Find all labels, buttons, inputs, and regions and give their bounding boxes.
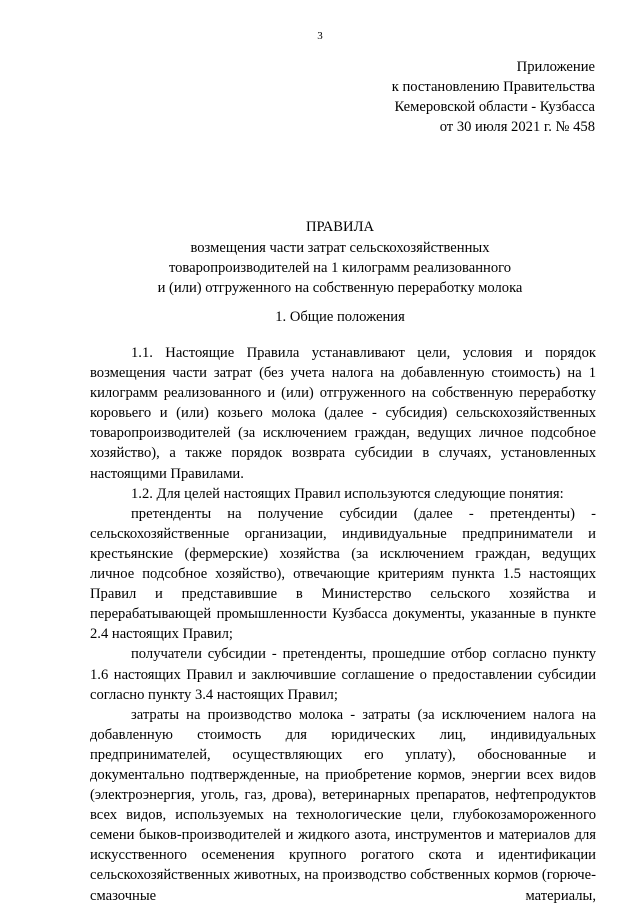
appendix-line: Кемеровской области - Кузбасса bbox=[394, 99, 595, 116]
appendix-line: Приложение bbox=[516, 59, 595, 75]
paragraph: получатели субсидии - претенденты, прошедшие отбор согласно пункту 1.6 настоящих Правил и заключившие соглашение о предоставлении субсидии согласно пункту 3.4 настоящих Правил; bbox=[90, 646, 596, 703]
document-title bbox=[90, 217, 590, 298]
title-main: ПРАВИЛА bbox=[305, 219, 375, 235]
body-text bbox=[90, 343, 596, 906]
appendix-line: к постановлению Правительства bbox=[391, 79, 595, 96]
page-number: 3 bbox=[317, 30, 323, 42]
appendix-block bbox=[392, 57, 595, 137]
paragraph: претенденты на получение субсидии (далее - претенденты) - сельскохозяйственные организации, индивидуальные предприниматели и крестьянские (фермерские) хозяйства (за исключением граждан, ведущих личное подсобное хозяйство), отвечающие критериям пункта 1.5 настоящих Правил и представившие в Министерство сельского хозяйства и перерабатывающей промышленности Кузбасса документы, указанные в пункте 2.4 настоящих Правил; bbox=[90, 505, 596, 643]
appendix-line: от 30 июля 2021 г. № 458 bbox=[439, 119, 595, 136]
title-subtitle-line: возмещения части затрат сельскохозяйственных bbox=[190, 240, 490, 257]
title-subtitle-line: товаропроизводителей на 1 килограмм реализованного bbox=[168, 260, 512, 277]
paragraph: 1.1. Настоящие Правила устанавливают цели, условия и порядок возмещения части затрат (без учета налога на добавленную стоимость) на 1 килограмм реализованного и (или) отгруженного на собственную переработку коровьего и (или) козьего молока (далее - субсидия) сельскохозяйственных товаропроизводителей (за исключением граждан, ведущих личное подсобное хозяйство), а также порядок возврата субсидии в случаях, установленных настоящими Правилами. bbox=[90, 345, 596, 482]
paragraph: затраты на производство молока - затраты (за исключением налога на добавленную стоимость для юридических лиц, индивидуальных предпринимателей, осуществляющих его уплату), обоснованные и документально подтвержденные, на приобретение кормов, энергии всех видов (электроэнергия, уголь, газ, дрова), ветеринарных препаратов, нефтепродуктов всех видов, используемых на технологические цели, глубокозамороженного семени быков-производителей и жидкого азота, инструментов и материалов для искусственного осеменения крупного рогатого скота и идентификации сельскохозяйственных животных, на производство собственных кормов (горюче-смазочные материалы, bbox=[90, 706, 596, 904]
title-subtitle-line: и (или) отгруженного на собственную переработку молока bbox=[157, 280, 523, 297]
section-heading: 1. Общие положения bbox=[275, 309, 405, 325]
paragraph: 1.2. Для целей настоящих Правил используются следующие понятия: bbox=[131, 485, 564, 502]
